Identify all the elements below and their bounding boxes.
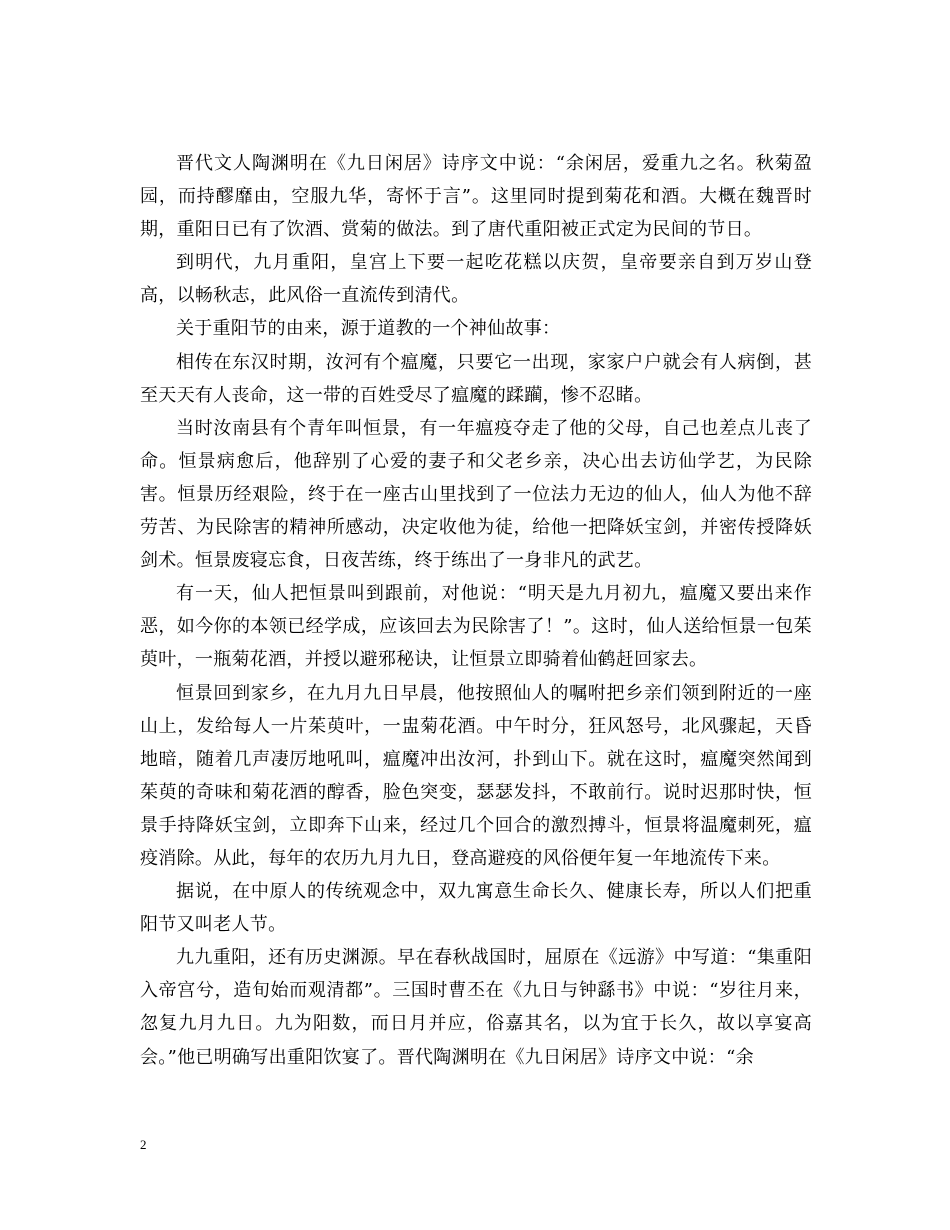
paragraph-7: 恒景回到家乡，在九月九日早晨，他按照仙人的嘱咐把乡亲们领到附近的一座山上，发给每人一片茱萸叶，一盅菊花酒。中午时分，狂风怒号，北风骤起，天昏地暗，随着几声凄厉地吼叫，瘟魔冲出汝河，扑到山下。就在这时，瘟魔突然闻到茱萸的奇味和菊花酒的醇香，脸色突变，瑟瑟发抖，不敢前行。说时迟那时快，恒景手持降妖宝剑，立即奔下山来，经过几个回合的激烈搏斗，恒景将温魔刺死，瘟疫消除。从此，每年的农历九月九日，登高避疫的风俗便年复一年地流传下来。 [140,682,812,869]
paragraph-6: 有一天，仙人把恒景叫到跟前，对他说：“明天是九月初九，瘟魔又要出来作恶，如今你的本领已经学成，应该回去为民除害了！”。这时，仙人送给恒景一包茱萸叶，一瓶菊花酒，并授以避邪秘诀，让恒景立即骑着仙鹤赶回家去。 [140,583,812,671]
paragraph-9: 九九重阳，还有历史渊源。早在春秋战国时，屈原在《远游》中写道：“集重阳入帝宫兮，造旬始而观清都”。三国时曹丕在《九日与钟繇书》中说：“岁往月来，忽复九月九日。九为阳数，而日月并应，俗嘉其名，以为宜于长久，故以享宴高会。”他已明确写出重阳饮宴了。晋代陶渊明在《九日闲居》诗序文中说：“余 [140,947,812,1068]
paragraph-5: 当时汝南县有个青年叫恒景，有一年瘟疫夺走了他的父母，自己也差点儿丧了命。恒景病愈后，他辞别了心爱的妻子和父老乡亲，决心出去访仙学艺，为民除害。恒景历经艰险，终于在一座古山里找到了一位法力无边的仙人，仙人为他不辞劳苦、为民除害的精神所感动，决定收他为徒，给他一把降妖宝剑，并密传授降妖剑术。恒景废寝忘食，日夜苦练，终于练出了一身非凡的武艺。 [140,417,812,572]
page-number: 2 [140,1137,147,1152]
paragraph-1: 晋代文人陶渊明在《九日闲居》诗序文中说：“余闲居，爱重九之名。秋菊盈园，而持醪靡由，空服九华，寄怀于言”。这里同时提到菊花和酒。大概在魏晋时期，重阳日已有了饮酒、赏菊的做法。到了唐代重阳被正式定为民间的节日。 [140,153,812,241]
paragraph-2: 到明代，九月重阳，皇宫上下要一起吃花糕以庆贺，皇帝要亲自到万岁山登高，以畅秋志，此风俗一直流传到清代。 [140,252,812,307]
paragraph-8: 据说，在中原人的传统观念中，双九寓意生命长久、健康长寿，所以人们把重阳节又叫老人节。 [140,881,812,936]
paragraph-3: 关于重阳节的由来，源于道教的一个神仙故事： [176,318,561,340]
paragraph-4: 相传在东汉时期，汝河有个瘟魔，只要它一出现，家家户户就会有人病倒，甚至天天有人丧命，这一带的百姓受尽了瘟魔的蹂躏，惨不忍睹。 [140,351,812,406]
body-text [140,147,812,1074]
